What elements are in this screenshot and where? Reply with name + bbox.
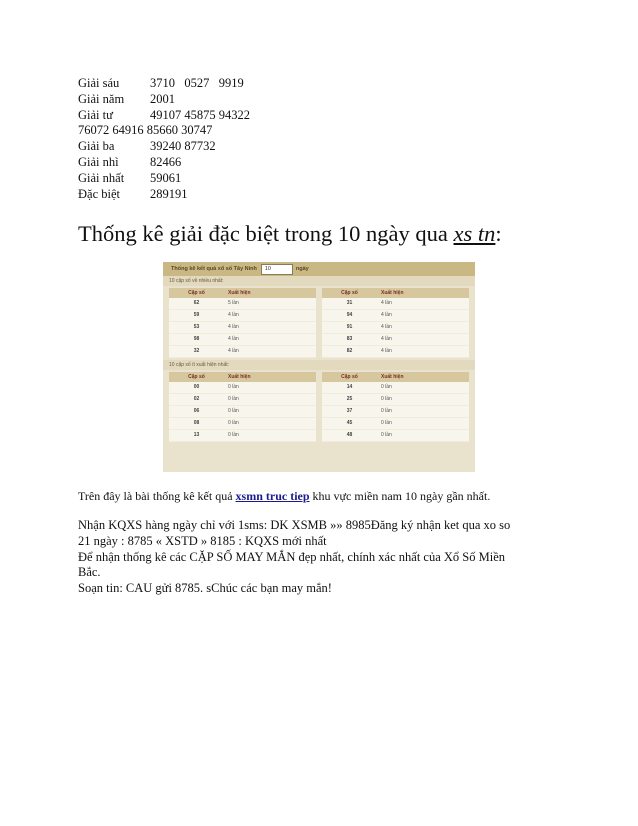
col-freq-header: Xuất hiện bbox=[228, 374, 251, 380]
sms-paragraph bbox=[78, 518, 578, 597]
result-row bbox=[78, 139, 250, 155]
table-row bbox=[169, 298, 316, 310]
pair-cell: 91 bbox=[346, 324, 353, 330]
table-row bbox=[169, 346, 316, 358]
freq-cell: 0 lần bbox=[228, 408, 239, 414]
stat-header bbox=[163, 262, 475, 276]
para1-before: Trên đây là bài thống kê kết quả bbox=[78, 489, 236, 503]
table-row bbox=[322, 382, 469, 394]
section2-right-table bbox=[322, 372, 469, 442]
freq-cell: 4 lần bbox=[381, 324, 392, 330]
freq-cell: 4 lần bbox=[381, 336, 392, 342]
prize-value: 49107 45875 94322 bbox=[150, 107, 250, 122]
result-row bbox=[78, 92, 250, 108]
table-header bbox=[322, 372, 469, 382]
pair-cell: 48 bbox=[346, 432, 353, 438]
pair-cell: 08 bbox=[193, 420, 200, 426]
prize-value: 3710 0527 9919 bbox=[150, 76, 244, 90]
col-pair-header: Cặp số bbox=[188, 374, 205, 380]
freq-cell: 0 lần bbox=[381, 408, 392, 414]
pair-cell: 62 bbox=[193, 300, 200, 306]
result-row bbox=[78, 187, 250, 203]
table-row bbox=[322, 430, 469, 442]
freq-cell: 0 lần bbox=[381, 396, 392, 402]
table-row bbox=[322, 322, 469, 334]
pair-cell: 82 bbox=[346, 348, 353, 354]
section2-left-table bbox=[169, 372, 316, 442]
col-freq-header: Xuất hiện bbox=[381, 290, 404, 296]
table-row bbox=[169, 430, 316, 442]
prize-value: 82466 bbox=[150, 154, 182, 169]
col-pair-header: Cặp số bbox=[341, 290, 358, 296]
freq-cell: 0 lần bbox=[228, 432, 239, 438]
freq-cell: 4 lần bbox=[381, 348, 392, 354]
sms-line: Để nhận thống kê các CẶP SỐ MAY MẮN đẹp nhất, chính xác nhất của Xổ Số Miền bbox=[78, 549, 506, 564]
prize-label: Giải nhất bbox=[78, 170, 125, 185]
freq-cell: 0 lần bbox=[228, 396, 239, 402]
table-row bbox=[169, 406, 316, 418]
section2-columns bbox=[163, 370, 475, 444]
freq-cell: 4 lần bbox=[228, 324, 239, 330]
freq-cell: 4 lần bbox=[381, 300, 392, 306]
section-most-frequent: 10 cặp số về nhiều nhất: bbox=[163, 276, 475, 286]
days-select[interactable]: 10 bbox=[261, 264, 293, 275]
col-pair-header: Cặp số bbox=[341, 374, 358, 380]
sms-line: Bắc. bbox=[78, 565, 101, 580]
section-least-frequent: 10 cặp số ít xuất hiện nhất: bbox=[163, 360, 475, 370]
pair-cell: 00 bbox=[193, 384, 200, 390]
freq-cell: 5 lần bbox=[228, 300, 239, 306]
prize-label: Giải nhì bbox=[78, 154, 119, 169]
prize-label: Đặc biệt bbox=[78, 186, 120, 201]
table-row bbox=[322, 334, 469, 346]
table-row bbox=[322, 310, 469, 322]
table-row bbox=[322, 346, 469, 358]
stat-header-label: Thống kê kết quả xổ số Tây Ninh bbox=[171, 266, 257, 272]
pair-cell: 13 bbox=[193, 432, 200, 438]
freq-cell: 0 lần bbox=[381, 432, 392, 438]
table-row bbox=[322, 298, 469, 310]
section1-right-table bbox=[322, 288, 469, 358]
results-list bbox=[78, 76, 250, 202]
table-row bbox=[322, 418, 469, 430]
table-row bbox=[169, 418, 316, 430]
stat-header-after: ngày bbox=[295, 266, 309, 272]
freq-cell: 4 lần bbox=[228, 312, 239, 318]
prize-value: 76072 64916 85660 30747 bbox=[78, 123, 213, 138]
result-row bbox=[78, 108, 250, 124]
statistics-table-image bbox=[163, 262, 475, 472]
col-freq-header: Xuất hiện bbox=[228, 290, 251, 296]
prize-label: Giải ba bbox=[78, 139, 115, 154]
table-row bbox=[169, 310, 316, 322]
title-text: Thống kê giải đặc biệt trong 10 ngày qua bbox=[78, 221, 454, 246]
pair-cell: 37 bbox=[346, 408, 353, 414]
col-pair-header: Cặp số bbox=[188, 290, 205, 296]
sms-line: Nhận KQXS hàng ngày chỉ với 1sms: DK XSMB »» 8985Đăng ký nhận ket qua xo so bbox=[78, 518, 511, 532]
freq-cell: 4 lần bbox=[228, 336, 239, 342]
prize-value: 59061 bbox=[150, 170, 182, 185]
prize-value: 289191 bbox=[150, 186, 188, 201]
result-row bbox=[78, 76, 250, 92]
freq-cell: 0 lần bbox=[381, 420, 392, 426]
pair-cell: 53 bbox=[193, 324, 200, 330]
pair-cell: 06 bbox=[193, 408, 200, 414]
title-link[interactable]: xs tn bbox=[453, 221, 496, 246]
table-row bbox=[322, 394, 469, 406]
result-row bbox=[78, 171, 250, 187]
prize-label: Giải tư bbox=[78, 107, 113, 122]
col-freq-header: Xuất hiện bbox=[381, 374, 404, 380]
freq-cell: 4 lần bbox=[381, 312, 392, 318]
pair-cell: 25 bbox=[346, 396, 353, 402]
para1-after: khu vực miền nam 10 ngày gần nhất. bbox=[309, 489, 491, 503]
freq-cell: 4 lần bbox=[228, 348, 239, 354]
pair-cell: 14 bbox=[346, 384, 353, 390]
prize-label: Giải năm bbox=[78, 91, 125, 106]
section1-columns bbox=[163, 286, 475, 360]
pair-cell: 45 bbox=[346, 420, 353, 426]
result-row bbox=[78, 155, 250, 171]
pair-cell: 98 bbox=[193, 336, 200, 342]
pair-cell: 59 bbox=[193, 312, 200, 318]
title-suffix: : bbox=[495, 221, 502, 246]
pair-cell: 83 bbox=[346, 336, 353, 342]
prize-value: 2001 bbox=[150, 91, 175, 106]
table-row bbox=[169, 382, 316, 394]
table-row bbox=[322, 406, 469, 418]
table-header bbox=[169, 288, 316, 298]
prize-value: 39240 87732 bbox=[150, 139, 216, 154]
pair-cell: 32 bbox=[193, 348, 200, 354]
table-header bbox=[322, 288, 469, 298]
intro-paragraph bbox=[78, 489, 578, 505]
page-title bbox=[78, 220, 502, 248]
freq-cell: 0 lần bbox=[228, 420, 239, 426]
table-row bbox=[169, 394, 316, 406]
section1-left-table bbox=[169, 288, 316, 358]
sms-line: 21 ngày : 8785 « XSTD » 8185 : KQXS mới nhất bbox=[78, 533, 327, 548]
pair-cell: 02 bbox=[193, 396, 200, 402]
prize-label: Giải sáu bbox=[78, 76, 120, 90]
table-row bbox=[169, 322, 316, 334]
result-row bbox=[78, 123, 250, 139]
freq-cell: 0 lần bbox=[228, 384, 239, 390]
sms-line: Soạn tin: CAU gửi 8785. sChúc các bạn may mắn! bbox=[78, 581, 332, 596]
table-header bbox=[169, 372, 316, 382]
freq-cell: 0 lần bbox=[381, 384, 392, 390]
pair-cell: 94 bbox=[346, 312, 353, 318]
pair-cell: 31 bbox=[346, 300, 353, 306]
xsmn-link[interactable]: xsmn truc tiep bbox=[235, 489, 310, 503]
table-row bbox=[169, 334, 316, 346]
